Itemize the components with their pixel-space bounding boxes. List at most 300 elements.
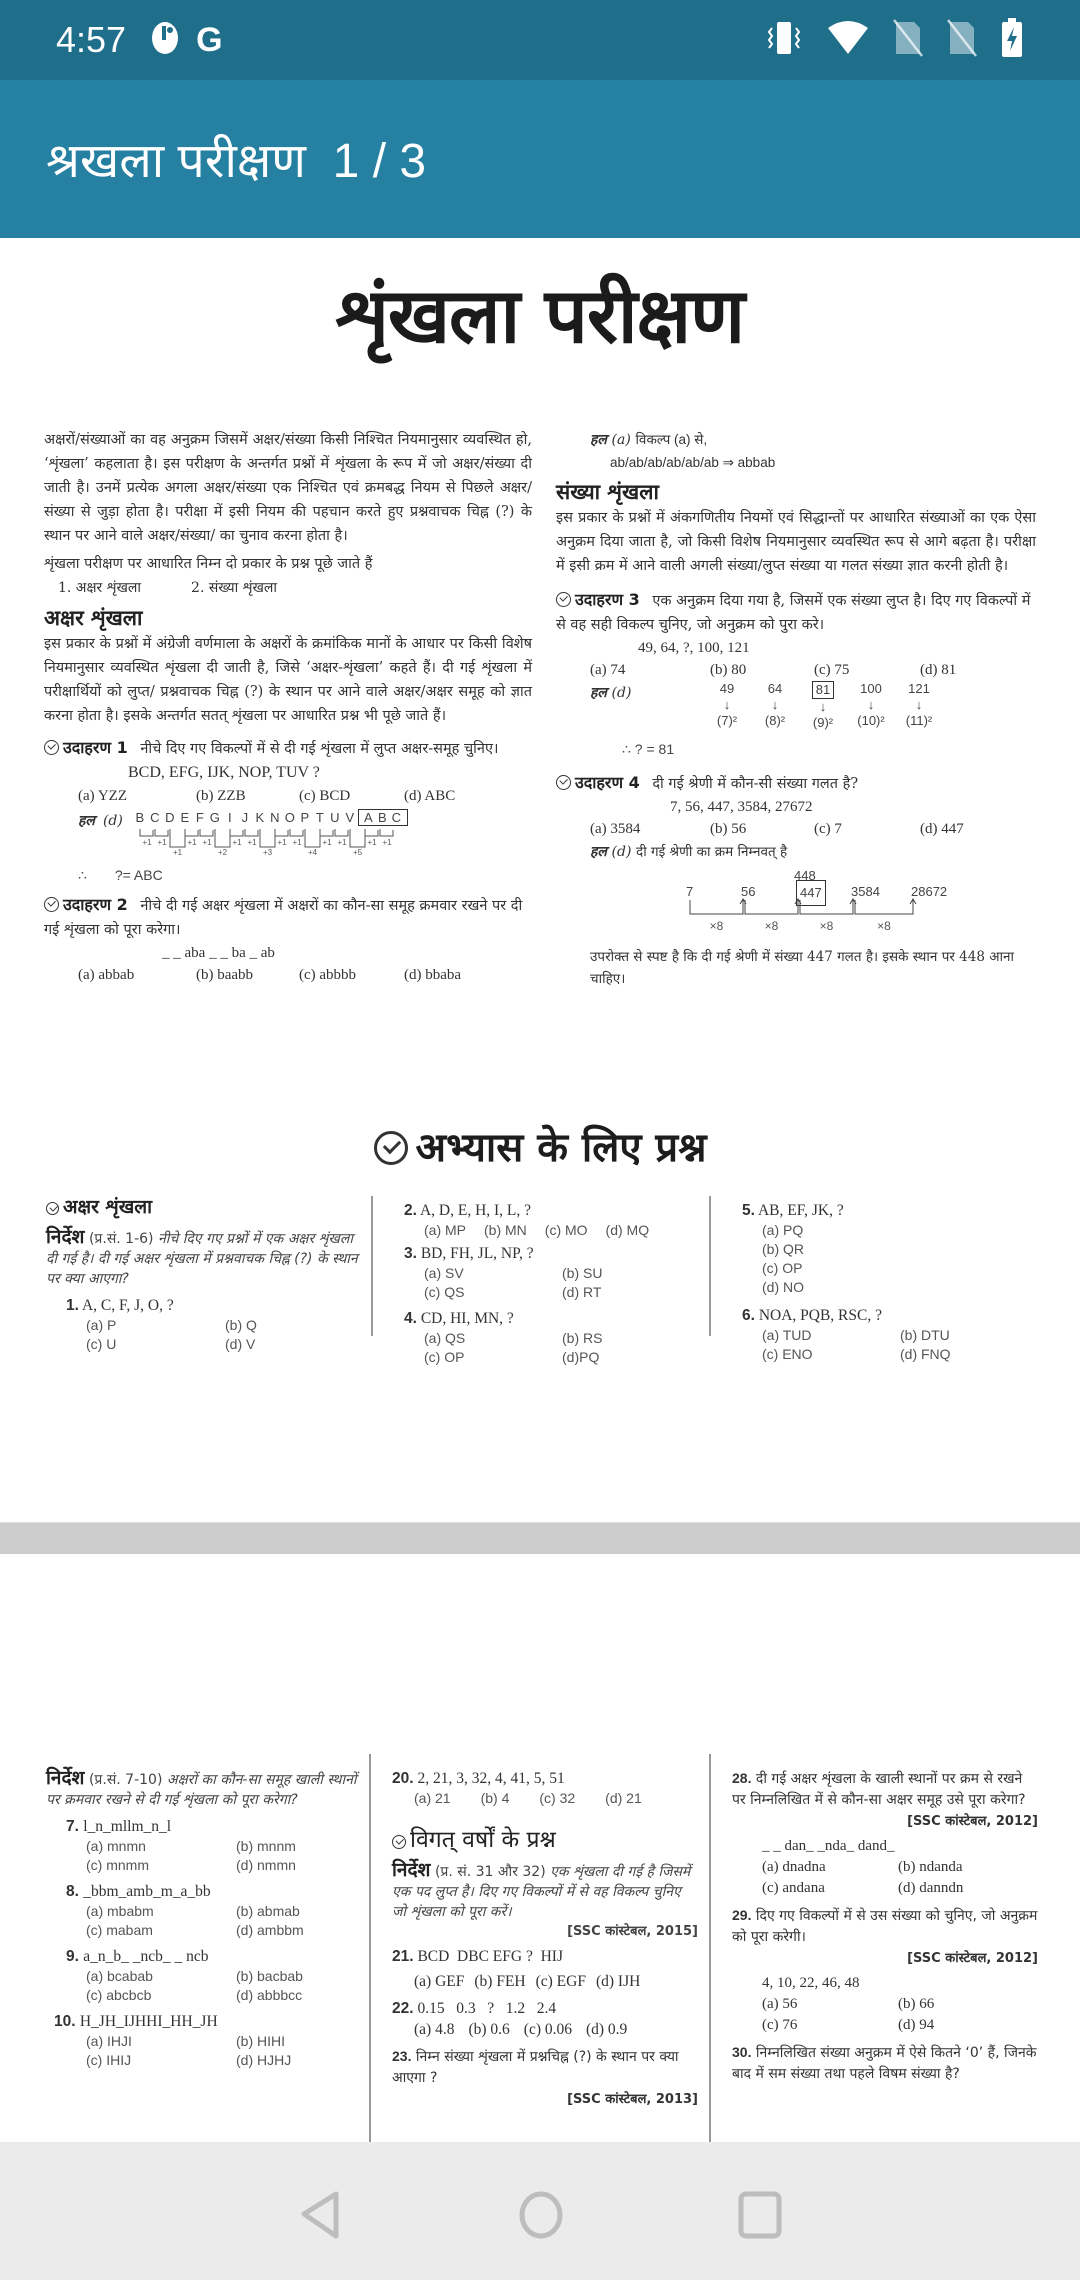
question-options: [404, 1329, 704, 1367]
question-item: [732, 1905, 1038, 2036]
series-letter: N: [270, 810, 281, 825]
multiplier-arrow: [690, 899, 746, 914]
option[interactable]: (d) danndn: [898, 1880, 964, 1896]
step-arrow: [245, 829, 258, 836]
question-text: BD, FH, JL, NP, ?: [420, 1245, 534, 1262]
series-value: 121: [908, 681, 930, 696]
directions-text: अक्षरों का कौन-सा समूह खाली स्थानों पर क्रमवार रखने से दी गई शृंखला को पूरा करेगा?: [46, 1772, 357, 1808]
wifi-icon: [826, 18, 870, 63]
directions-text: नीचे दिए गए प्रश्नों में एक अक्षर शृंखला दी गई है। दी गई अक्षर शृंखला में प्रश्नवाचक चिह्न (?) के स्थान पर क्या आएगा?: [46, 1231, 358, 1287]
option: (b) ZZB: [196, 788, 246, 804]
down-arrow-icon: ↓: [723, 697, 731, 712]
status-bar: [0, 0, 1080, 80]
solution-answer: (d): [611, 685, 632, 701]
question-item: [392, 2046, 698, 2110]
source-tag: [SSC कांस्टेबल, 2015]: [567, 1924, 698, 1939]
check-circle-icon: [556, 592, 571, 607]
option[interactable]: (b) QR: [762, 1241, 804, 1257]
option: (a) abbab: [78, 967, 135, 983]
question-options: [404, 1264, 704, 1302]
number-series-heading: संख्या शृंखला: [556, 480, 659, 504]
option[interactable]: (d) IJH: [595, 1973, 641, 1990]
example-label: उदाहरण 1: [44, 738, 128, 757]
solution-text: दी गई श्रेणी का क्रम निम्नवत् है: [636, 844, 788, 860]
question-item: [392, 1998, 698, 2040]
example-series: 7, 56, 447, 3584, 27672: [670, 799, 813, 815]
option[interactable]: (b) DTU: [900, 1327, 950, 1343]
question-text: दिए गए विकल्पों में से उस संख्या को चुनिए, जो अनुक्रम को पूरा करेगी।: [732, 1908, 1038, 1945]
step-label: +1: [187, 838, 197, 847]
option[interactable]: (b) bacbab: [236, 1968, 303, 1984]
directions-text: एक शृंखला दी गई है जिसमें एक पद लुप्त है। दिए गए विकल्पों में से वह विकल्प चुनिए जो शृंखला को पूरा करें।: [392, 1864, 691, 1920]
step-label: +1: [322, 838, 332, 847]
step-label: +1: [232, 838, 242, 847]
question-item: [392, 1946, 698, 1992]
option[interactable]: (d) abbbcc: [236, 1987, 303, 2003]
option[interactable]: (d) 0.9: [585, 2021, 628, 2038]
question-text: A, C, F, J, O, ?: [81, 1297, 174, 1314]
example-conclusion: ∴ ? = 81: [622, 741, 675, 757]
conclusion-text: ?= ABC: [114, 867, 163, 883]
multiplier-arrows: [686, 898, 966, 938]
question-options: [392, 2019, 698, 2040]
google-icon: G: [196, 20, 223, 59]
option: (b) baabb: [196, 967, 254, 983]
check-circle-icon: [44, 740, 59, 755]
solution-label: हल: [590, 685, 607, 701]
solution-label: हल: [78, 813, 95, 829]
square-value: (9)²: [812, 715, 834, 730]
back-button[interactable]: [296, 2190, 346, 2244]
example-solution: [44, 809, 532, 865]
option[interactable]: (d) NO: [762, 1279, 804, 1295]
data-saver-icon: [148, 20, 182, 61]
option[interactable]: (d) FNQ: [900, 1346, 951, 1362]
option: (d) bbaba: [404, 967, 462, 983]
series-value: 28672: [911, 884, 948, 899]
option[interactable]: (a) QS: [424, 1330, 466, 1346]
down-arrow-icon: ↓: [771, 697, 779, 712]
series-letter: O: [284, 810, 296, 825]
question-number: 29.: [732, 1907, 752, 1923]
question-text: निम्नलिखित संख्या अनुक्रम में ऐसे कितने ‘0’ हैं, जिनके बाद में सम संख्या तथा पहले विषम संख्या है?: [732, 2045, 1037, 2082]
series-value: 49: [719, 681, 735, 696]
down-arrow-icon: ↓: [819, 699, 827, 714]
step-arrows: [133, 827, 433, 857]
step-label: +1: [247, 838, 257, 847]
option[interactable]: (a) PQ: [762, 1222, 804, 1238]
step-arrow: [275, 829, 288, 836]
answer-box: [358, 809, 408, 826]
question-number: 21.: [392, 1948, 414, 1965]
option[interactable]: (b) SU: [562, 1265, 603, 1281]
question-text: CD, HI, MN, ?: [420, 1310, 514, 1327]
letter-series-paragraph: इस प्रकार के प्रश्नों में अंग्रेजी वर्णमाला के अक्षरों के क्रमांकिक मानों के आधार पर किसी विशेष नियमानुसार व्यवस्थित शृंखला दी जाती है, जिसे ‘अक्षर-शृंखला’ कहते हैं। दी गई शृंखला में परीक्षार्थियों को लुप्त/ प्रश्नवाचक चिह्न (?) के स्थान पर आने वाले अक्षर/अक्षर समूह को ज्ञात करना होता है। इसके अन्तर्गत सतत् शृंखला पर आधारित प्रश्न भी पूछे जाते हैं।: [44, 636, 532, 724]
option[interactable]: (c) QS: [424, 1284, 465, 1300]
square-value: (10)²: [857, 713, 885, 728]
question-item: [46, 2011, 360, 2070]
option[interactable]: (a) P: [86, 1317, 117, 1333]
check-circle-icon: [44, 897, 59, 912]
option[interactable]: (b) 0.6: [468, 2021, 510, 2038]
question-item: [404, 1200, 704, 1240]
squares-diagram: [708, 681, 938, 731]
option[interactable]: (a) 56: [762, 1996, 798, 2012]
step-arrow: [320, 829, 333, 836]
option[interactable]: (b) ndanda: [898, 1859, 963, 1875]
vibrate-icon: [764, 18, 804, 63]
question-number: 22.: [392, 2000, 414, 2017]
question-item: [404, 1243, 704, 1302]
source-tag: [SSC कांस्टेबल, 2012]: [907, 1814, 1038, 1829]
example-label: उदाहरण 4: [556, 773, 640, 792]
series-letter: V: [345, 810, 356, 825]
question-item: [46, 1881, 360, 1940]
previous-years-heading: विगत् वर्षों के प्रश्न: [392, 1822, 698, 1854]
option[interactable]: (a) dnadna: [762, 1859, 826, 1875]
option[interactable]: (b) Q: [225, 1317, 257, 1333]
option[interactable]: (a) 4.8: [414, 2021, 455, 2038]
example-question: नीचे दिए गए विकल्पों में से दी गई शृंखला में लुप्त अक्षर-समूह चुनिए।: [140, 741, 499, 757]
directions-label: निर्देश: [46, 1226, 85, 1248]
square-column: [900, 681, 938, 731]
square-column: [804, 681, 842, 731]
option[interactable]: (c) ENO: [762, 1346, 813, 1362]
option: (b) 56: [710, 821, 747, 837]
series-value: 100: [860, 681, 882, 696]
left-column: [44, 428, 532, 986]
option[interactable]: (c) 76: [762, 2017, 798, 2033]
option[interactable]: (b) MN: [484, 1222, 527, 1238]
answer-letter: C: [391, 810, 403, 825]
option[interactable]: (d) 94: [898, 2017, 935, 2033]
question-number: 9.: [66, 1948, 84, 1965]
practice-col-2: [404, 1200, 704, 1367]
directions: [46, 1768, 360, 1810]
step-label: +1: [157, 838, 167, 847]
jump-label: +3: [262, 848, 272, 857]
directions-label: निर्देश: [392, 1859, 431, 1881]
option[interactable]: (c) abcbcb: [86, 1987, 152, 2003]
option: (c) abbbb: [299, 967, 357, 983]
page2-col-3: [732, 1768, 1038, 2085]
solution-answer: (a): [611, 432, 631, 448]
directions: [392, 1860, 698, 1942]
option[interactable]: (a) SV: [424, 1265, 464, 1281]
step-arrow: [290, 829, 303, 836]
option[interactable]: (b) 66: [898, 1996, 935, 2012]
option[interactable]: (b) mnnm: [236, 1838, 296, 1854]
step-arrow: [380, 829, 393, 836]
square-value: (7)²: [716, 713, 738, 728]
question-text: a_n_b_ _ncb_ _ ncb: [83, 1948, 209, 1965]
question-number: 1.: [66, 1297, 79, 1314]
app-title: श्रखला परीक्षण 1 / 3: [46, 134, 427, 188]
option[interactable]: (c) EGF: [535, 1973, 586, 1990]
question-item: [742, 1305, 1042, 1364]
square-column: [708, 681, 746, 731]
example-3: [556, 588, 1036, 761]
example-question: एक अनुक्रम दिया गया है, जिसमें एक संख्या लुप्त है। दिए गए विकल्पों में से वह सही विकल्प चुनिए, जो अनुक्रम को पुरा करे।: [556, 593, 1031, 633]
question-item: [46, 1946, 360, 2005]
question-options: [66, 1316, 364, 1354]
status-time: 4:57: [56, 19, 127, 60]
question-item: [732, 2042, 1038, 2085]
option: (d) 447: [920, 821, 964, 837]
corrected-value: 448: [794, 868, 816, 883]
question-number: 30.: [732, 2044, 752, 2060]
question-text: 2, 21, 3, 32, 4, 41, 5, 51: [417, 1770, 565, 1787]
step-label: +1: [142, 838, 152, 847]
question-options: [732, 1857, 1038, 1899]
question-item: [732, 1768, 1038, 1899]
multiplier-label: ×8: [764, 919, 779, 933]
down-arrow-icon: ↓: [915, 697, 923, 712]
option[interactable]: (a) bcabab: [86, 1968, 153, 1984]
example-conclusion: [44, 863, 532, 887]
option[interactable]: (b) 4: [480, 1790, 510, 1806]
directions-range: (प्र. सं. 31 और 32): [434, 1864, 546, 1880]
step-arrow: [260, 829, 275, 847]
page2-col-1: [46, 1768, 360, 2070]
right-column: [556, 428, 1036, 990]
question-number: 3.: [404, 1245, 417, 1262]
step-label: +1: [277, 838, 287, 847]
type-item: 1. अक्षर शृंखला: [58, 580, 142, 596]
series-letter: B: [135, 810, 146, 825]
series-letter: I: [228, 810, 233, 825]
option: (c) 75: [814, 662, 850, 678]
no-sim-icon: [946, 18, 978, 63]
solution-text: विकल्प (a) से,: [635, 432, 708, 447]
question-item: [46, 1816, 360, 1875]
step-arrow: [170, 829, 185, 847]
question-number: 28.: [732, 1770, 752, 1786]
example-question: नीचे दी गई अक्षर शृंखला में अक्षरों का कौन-सा समूह क्रमवार रखने पर दी गई शृंखला को पूरा करेगा।: [44, 898, 523, 938]
example-series: BCD, EFG, IJK, NOP, TUV ?: [128, 764, 320, 781]
question-item: [392, 1768, 698, 1808]
series-value: 3584: [851, 884, 880, 899]
intro-paragraph: अक्षरों/संख्याओं का वह अनुक्रम जिसमें अक्षर/संख्या किसी निश्चित नियमानुसार व्यवस्थित हो, ‘शृंखला’ कहलाता है। इस परीक्षण के अन्तर्गत प्रश्नों में शृंखला के रूप में जो अक्षर/संख्या दी जाती है। उनमें प्रत्येक अगला अक्षर/संख्या एक निश्चित एवं क्रमबद्ध नियम से पिछले अक्षर/संख्या से जुड़ा होता है। परीक्षा में इसी नियम की पहचान करते हुए प्रश्नवाचक चिह्न (?) के स्थान पर आने वाले अक्षर/संख्या/ का चुनाव करना होता है।: [44, 432, 532, 544]
question-series: 4, 10, 22, 46, 48: [762, 1975, 860, 1991]
directions-range: (प्र.सं. 7-10): [88, 1772, 163, 1788]
back-triangle-icon: [296, 2190, 346, 2240]
question-number: 23.: [392, 2048, 412, 2064]
square-column: [756, 681, 794, 731]
directions: [46, 1227, 364, 1289]
example-label: उदाहरण 3: [556, 590, 640, 609]
series-letter: F: [195, 810, 205, 825]
option[interactable]: (d) ambbm: [236, 1922, 304, 1938]
jump-label: +4: [307, 848, 317, 857]
square-column: [852, 681, 890, 731]
check-circle-icon: [392, 1835, 406, 1849]
question-text: A, D, E, H, I, L, ?: [419, 1202, 532, 1219]
option[interactable]: (a) MP: [424, 1222, 466, 1238]
step-label: +1: [367, 838, 377, 847]
example-4: [556, 771, 1036, 990]
multiplier-arrow: [745, 899, 801, 914]
document-page-1[interactable]: [0, 238, 1080, 1522]
multiplier-arrow: [800, 899, 856, 914]
square-value: (8)²: [764, 713, 786, 728]
series-letter: J: [241, 810, 250, 825]
column-divider: [371, 1196, 373, 1336]
recents-button[interactable]: [736, 2190, 786, 2244]
option: (a) 74: [590, 662, 626, 678]
series-letter: T: [315, 810, 325, 825]
check-circle-icon: [46, 1202, 59, 1215]
option[interactable]: (a) mnmn: [86, 1838, 146, 1854]
practice-col-3: [742, 1200, 1042, 1364]
multiplication-diagram: [686, 864, 966, 940]
question-list: [46, 1816, 360, 2070]
example-options: [556, 818, 1036, 840]
example-explanation: उपरोक्त से स्पष्ट है कि दी गई श्रेणी में संख्या 447 गलत है। इसके स्थान पर 448 आना चाहिए।: [590, 949, 1015, 987]
navigation-bar: [0, 2142, 1080, 2280]
series-value: 81: [812, 681, 834, 699]
example-options: [44, 785, 532, 807]
source-tag: [SSC कांस्टेबल, 2012]: [907, 1951, 1038, 1966]
check-circle-icon: [374, 1131, 408, 1165]
question-text: _bbm_amb_m_a_bb: [83, 1883, 211, 1900]
directions-label: निर्देश: [46, 1767, 85, 1789]
option[interactable]: (a) IHJI: [86, 2033, 132, 2049]
solution-label: हल: [590, 432, 607, 448]
option[interactable]: (d) MQ: [605, 1222, 650, 1238]
jump-label: +2: [217, 848, 227, 857]
option[interactable]: (d) RT: [562, 1284, 602, 1300]
types-intro: शृंखला परीक्षण पर आधारित निम्न दो प्रकार के प्रश्न पूछे जाते हैं: [44, 556, 373, 572]
question-item: [404, 1308, 704, 1367]
option[interactable]: (c) U: [86, 1336, 117, 1352]
option[interactable]: (a) TUD: [762, 1327, 812, 1343]
question-item: [742, 1200, 1042, 1297]
series-letter: D: [165, 810, 176, 825]
option[interactable]: (c) 0.06: [523, 2021, 572, 2038]
example-series: 49, 64, ?, 100, 121: [638, 640, 750, 656]
option[interactable]: (a) 21: [414, 1790, 451, 1806]
step-arrow: [335, 829, 348, 836]
option[interactable]: (d) HJHJ: [236, 2052, 292, 2068]
step-label: +1: [382, 838, 392, 847]
page2-col-2: [392, 1768, 698, 2110]
answer-letter: A: [363, 810, 374, 825]
option[interactable]: (b) RS: [562, 1330, 603, 1346]
question-number: 2.: [404, 1202, 417, 1219]
square-value: (11)²: [905, 713, 933, 728]
example-question: दी गई श्रेणी में कौन-सी संख्या गलत है?: [652, 776, 859, 792]
multiplier-label: ×8: [819, 919, 834, 933]
series-letter: K: [255, 810, 266, 825]
question-series: _ _ dan_ _nda_ dand_: [762, 1838, 895, 1854]
question-options: [742, 1221, 1042, 1297]
check-circle-icon: [556, 775, 571, 790]
question-number: 20.: [392, 1770, 414, 1787]
question-number: 8.: [66, 1883, 84, 1900]
question-text: AB, EF, JK, ?: [757, 1202, 844, 1219]
example-2: [44, 893, 532, 986]
step-arrow: [140, 829, 153, 836]
step-arrow: [365, 829, 378, 836]
option[interactable]: (c) MO: [544, 1222, 588, 1238]
letter-diagram: [133, 809, 433, 865]
option[interactable]: (a) GEF: [414, 1973, 465, 1990]
question-options: [742, 1326, 1042, 1364]
option: (a) YZZ: [78, 788, 127, 804]
question-item: [46, 1295, 364, 1354]
question-text: NOA, PQB, RSC, ?: [758, 1307, 882, 1324]
option[interactable]: (c) OP: [424, 1349, 465, 1365]
option[interactable]: (d)PQ: [562, 1349, 600, 1365]
option[interactable]: (c) mabam: [86, 1922, 153, 1938]
practice-section-heading: अक्षर शृंखला: [46, 1193, 364, 1219]
series-value: 7: [686, 884, 694, 899]
step-arrow: [185, 829, 198, 836]
number-series-paragraph: इस प्रकार के प्रश्नों में अंकगणितीय नियमों एवं सिद्धान्तों पर आधारित संख्याओं का एक ऐसा अनुक्रम दिया जाता है, जो किसी विशेष नियमानुसार व्यवस्थित रूप से आगे बढ़ता है। परीक्षा में इसी क्रम में आने वाली अगली संख्या/लुप्त संख्या या गलत संख्या ज्ञात करनी होती है।: [556, 510, 1036, 574]
option[interactable]: (c) andana: [762, 1880, 825, 1896]
practice-heading: अभ्यास के लिए प्रश्न: [0, 1118, 1080, 1173]
recents-square-icon: [736, 2190, 786, 2240]
question-number: 10.: [54, 2013, 80, 2030]
multiplier-label: ×8: [877, 919, 891, 933]
step-label: +1: [337, 838, 347, 847]
page-separator: [0, 1522, 1080, 1554]
jump-label: +1: [172, 848, 182, 857]
question-text: l_n_mllm_n_l: [83, 1818, 172, 1835]
series-letter: E: [180, 810, 191, 825]
option: (a) 3584: [590, 821, 641, 837]
series-value: 447: [796, 880, 826, 906]
question-options: [54, 2032, 360, 2070]
question-options: [392, 1971, 698, 1992]
home-circle-icon: [516, 2190, 566, 2240]
option[interactable]: (d) 21: [605, 1790, 642, 1806]
series-value: 56: [741, 884, 756, 899]
example-solution: [556, 840, 1036, 864]
option[interactable]: (c) mnmm: [86, 1857, 149, 1873]
solution-working: ab/ab/ab/ab/ab/ab ⇒ abbab: [610, 455, 776, 470]
option[interactable]: (d) V: [225, 1336, 256, 1352]
option[interactable]: (b) FEH: [474, 1973, 526, 1990]
option[interactable]: (c) IHIJ: [86, 2052, 132, 2068]
question-options: [732, 1994, 1038, 2036]
step-label: +1: [292, 838, 302, 847]
example-solution: [556, 681, 1036, 731]
series-value: 64: [767, 681, 783, 696]
practice-col-1: [46, 1193, 364, 1354]
step-arrow: [230, 829, 243, 836]
option[interactable]: (c) OP: [762, 1260, 803, 1276]
document-page-2[interactable]: [0, 1554, 1080, 2142]
question-options: [66, 1837, 360, 1875]
option[interactable]: (b) HIHI: [236, 2033, 285, 2049]
letter-series-heading: अक्षर शृंखला: [44, 606, 143, 630]
question-options: [66, 1902, 360, 1940]
question-text: 0.15 0.3 ? 1.2 2.4: [417, 2000, 557, 2017]
home-button[interactable]: [516, 2190, 566, 2244]
directions-range: (प्र.सं. 1-6): [88, 1231, 154, 1247]
option[interactable]: (c) 32: [539, 1790, 576, 1806]
question-text: दी गई अक्षर शृंखला के खाली स्थानों पर क्रम से रखने पर निम्नलिखित में से कौन-सा अक्षर समूह उसे पूरा करेगा?: [732, 1771, 1026, 1808]
question-options: [392, 1789, 698, 1808]
type-item: 2. संख्या शृंखला: [191, 580, 278, 596]
series-letter: G: [209, 810, 221, 825]
option[interactable]: (b) abmab: [236, 1903, 300, 1919]
question-options: [66, 1967, 360, 2005]
option[interactable]: (d) nmmn: [236, 1857, 296, 1873]
option[interactable]: (a) mbabm: [86, 1903, 154, 1919]
